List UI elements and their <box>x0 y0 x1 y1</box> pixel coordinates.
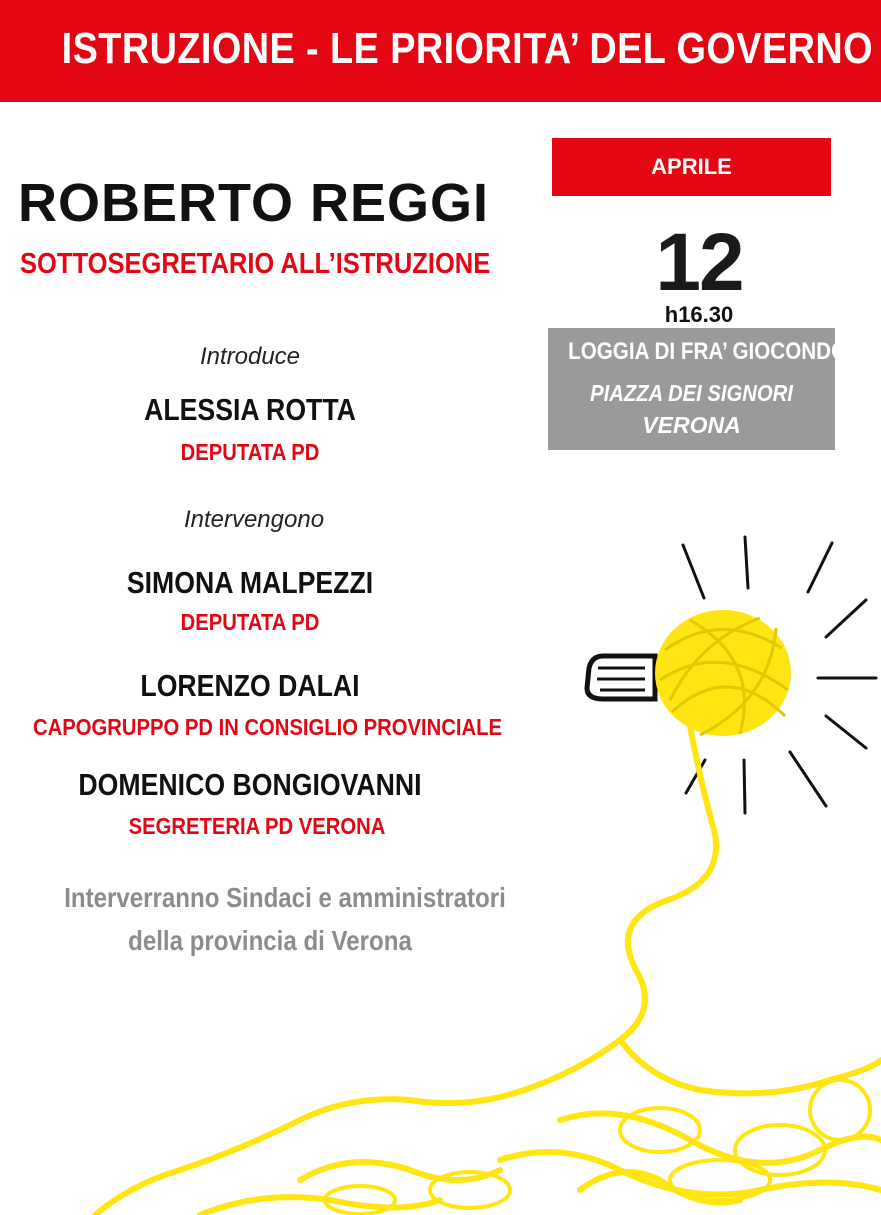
intro-person-role: DEPUTATA PD <box>180 439 320 465</box>
light-rays <box>683 537 876 813</box>
event-month: APRILE <box>651 154 732 179</box>
panelist-name: LORENZO DALAI <box>140 668 360 703</box>
event-venue: LOGGIA DI FRA’ GIOCONDO <box>568 338 848 365</box>
panel-label: Intervengono <box>183 506 325 533</box>
event-city: VERONA <box>642 412 741 438</box>
main-speaker-role: SOTTOSEGRETARIO ALL’ISTRUZIONE <box>20 248 491 280</box>
intro-label: Introduce <box>199 343 301 370</box>
main-speaker-name: ROBERTO REGGI <box>18 173 490 233</box>
note-line-1: Interverranno Sindaci e amministratori <box>64 882 506 913</box>
panelist-role: CAPOGRUPPO PD IN CONSIGLIO PROVINCIALE <box>33 714 502 740</box>
event-day: 12 <box>655 217 743 308</box>
yarn-loops <box>325 1080 870 1214</box>
note-line-2: della provincia di Verona <box>128 925 412 956</box>
panelist-role: DEPUTATA PD <box>180 609 320 635</box>
event-title: ISTRUZIONE - LE PRIORITA’ DEL GOVERNO <box>61 24 873 73</box>
panelist-name: SIMONA MALPEZZI <box>126 565 374 600</box>
event-place: PIAZZA DEI SIGNORI <box>590 380 793 406</box>
panelist-role: SEGRETERIA PD VERONA <box>128 813 386 839</box>
event-time: h16.30 <box>664 302 734 327</box>
bulb-base-icon <box>587 656 655 699</box>
panelist-name: DOMENICO BONGIOVANNI <box>78 767 422 802</box>
intro-person-name: ALESSIA ROTTA <box>144 392 356 427</box>
yarn-ball-icon <box>655 610 791 736</box>
